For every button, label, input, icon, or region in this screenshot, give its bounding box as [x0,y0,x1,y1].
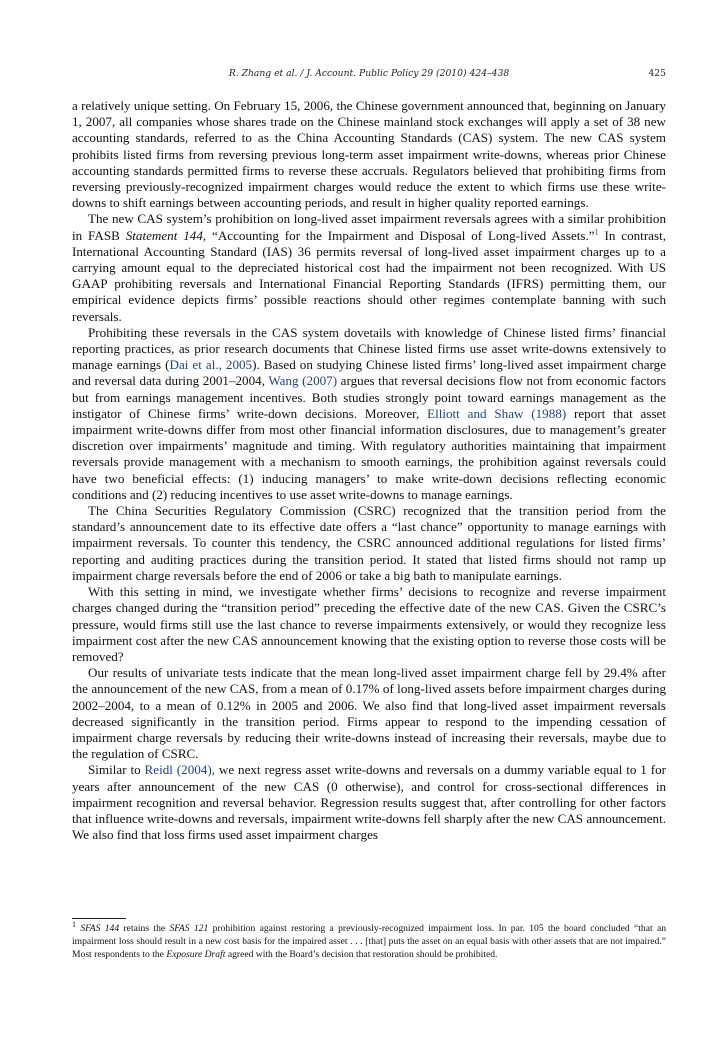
paragraph-7 [72,762,666,843]
footnote-italic: Exposure Draft [166,949,226,960]
paragraph-6 [72,665,666,762]
paragraph-text: , “Accounting for the Impairment and Disposal of Long-lived Assets.” [202,227,595,243]
paragraph-text: Our results of univariate tests indicate that the mean long-lived asset impairment charge fell by 29.4% after the announcement of the new CAS, from a mean of 0.17% of long-lived assets before impairment charges during 2002–2004, to a mean of 0.12% in 2005 and 2006. We also find that long-lived asset impairment reversals decreased significantly in the transition period. Firms appear to respond to the impending cessation of impairment charge reversals by reducing their write-downs instead of increasing their reversals, maybe due to the regulation of CSRC. [72,665,666,762]
running-title: R. Zhang et al. / J. Account. Public Policy 29 (2010) 424–438 [228,68,510,79]
body-text [72,98,666,843]
paragraph-text: argues that reversal decisions flow not from economic factors but from earnings management incentives. Both studies strongly point toward earnings management as the instigator of Chinese firms’ write-down decisions. Moreover, [72,373,666,421]
footnote-mark: 1 [72,919,76,929]
footnote-reference[interactable]: 1 [594,227,599,237]
citation-link[interactable]: Elliott and Shaw (1988) [427,405,567,421]
footnote-italic: SFAS 144 [80,923,120,934]
running-header [72,68,666,82]
paragraph-text: ). Based on studying Chinese listed firms’ long-lived asset impairment charge and reversal data during 2001–2004, [72,357,667,389]
paragraph-text: With this setting in mind, we investigate whether firms’ decisions to recognize and reverse impairment charges changed during the “transition period” preceding the effective date of the new CAS. Given the CSRC’s pressure, would firms still use the last chance to reverse impairments extensively, or would they recognize less impairment cost after the new CAS announcement knowing that the existing option to reverse those costs will be removed? [72,584,666,664]
paragraph-text: The China Securities Regulatory Commission (CSRC) recognized that the transition period from the standard’s announcement date to its effective date offers a “last chance” opportunity to manage earnings with impairment reversals. To counter this tendency, the CSRC announced additional regulations for listed firms’ reporting and auditing practices during the transition period. It stated that listed firms should not ramp up impairment charge reversals before the end of 2006 or take a big bath to manipulate earnings. [72,503,666,583]
paragraph-text: report that asset impairment write-downs differ from most other financial information disclosures, due to management’s greater discretion over impairments’ magnitude and timing. With regulatory authorities maintaining that impairment reversals provide management with a mechanism to smooth earnings, the prohibition against reversals could have two beneficial effects: (1) inducing managers’ to make write-down decisions reflecting economic conditions and (2) reducing incentives to use asset write-downs to manage earnings. [72,405,667,502]
standard-title: Statement 144 [125,227,203,243]
paragraph-text: Prohibiting these reversals in the CAS system dovetails with knowledge of Chinese listed firms’ financial reporting practices, as prior research documents that Chinese listed firms use asset write-downs extensively to manage earnings ( [72,324,666,373]
paragraph-5 [72,584,666,665]
paragraph-text: we next regress asset write-downs and reversals on a dummy variable equal to 1 for years after announcement of the new CAS (0 otherwise), and control for cross-sectional differences in impairment recognition and reversal behavior. Regression results suggest that, after controlling for other factors that influence write-downs and reversals, impairment write-downs fell sharply after the new CAS announcement. We also find that loss firms used asset impairment charges [72,762,667,843]
footnote [72,919,667,961]
paragraph-text: In contrast, International Accounting Standard (IAS) 36 permits reversal of long-lived asset impairment charges up to a carrying amount equal to the depreciated historical cost had the impairment not been recognized. With US GAAP prohibiting reversals and International Financial Reporting Standards (IFRS) permitting them, our empirical evidence depicts firms’ possible reactions should other regimes contemplate banning with such reversals. [72,227,666,324]
page-number: 425 [648,68,666,79]
footnote-text: prohibition against restoring a previously-recognized impairment loss. In par. 105 the board concluded “that an impairment loss should result in a new cost basis for the impaired asset . . . [that] puts the asset on an equal basis with other assets that are not impaired.” Most respondents to the [72,923,667,960]
paragraph-text: a relatively unique setting. On February 15, 2006, the Chinese government announced that, beginning on January 1, 2007, all companies whose shares trade on the Chinese mainland stock exchanges will apply a set of 38 new accounting standards, referred to as the China Accounting Standards (CAS) system. The new CAS system prohibits listed firms from reversing previous long-term asset impairment write-downs, whereas prior Chinese accounting standards permitted firms to reverse these accruals. Regulators believed that prohibiting firms from reversing previously-recognized impairment charges would reduce the extent to which firms use these write-downs to shift earnings between accounting periods, and result in higher quality reported earnings. [72,98,666,211]
paragraph-4 [72,503,666,584]
paragraph-text: The new CAS system’s prohibition on long-lived asset impairment reversals agrees with a similar prohibition in FASB [72,211,666,243]
footnote-text: retains the [119,923,170,934]
paragraph-text: Similar to [88,762,145,778]
citation-link[interactable]: Reidl (2004), [144,762,215,778]
footnote-italic: SFAS 121 [169,923,209,934]
footnote-divider [72,918,126,919]
paragraph-3 [72,325,666,503]
footnote-text: agreed with the Board’s decision that restoration should be prohibited. [225,949,498,960]
citation-link[interactable]: Wang (2007) [268,373,338,389]
paragraph-2 [72,211,666,324]
paragraph-1 [72,98,666,211]
citation-link[interactable]: Dai et al., 2005 [169,357,253,373]
